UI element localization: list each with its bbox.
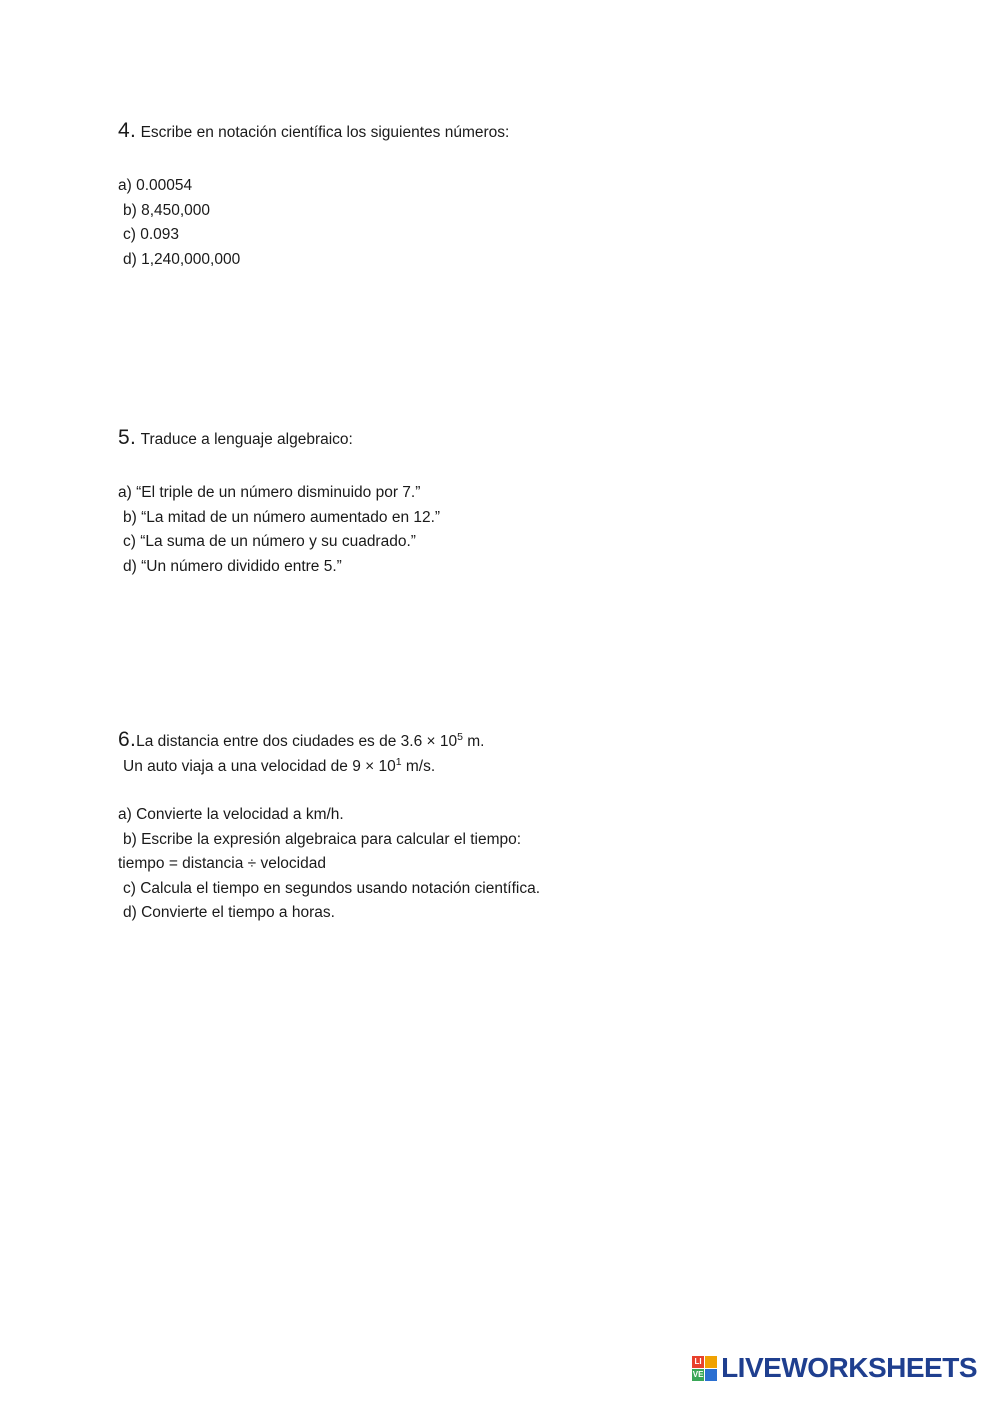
question-block-4 — [118, 118, 918, 272]
logo-cell-li: LI — [692, 1356, 704, 1368]
list-item: c) 0.093 — [123, 226, 180, 244]
question-6-items — [118, 803, 918, 926]
question-4-title: Escribe en notación científica los siguientes números: — [140, 124, 510, 141]
list-item: c) “La suma de un número y su cuadrado.” — [123, 533, 416, 551]
list-item: a) 0.00054 — [118, 177, 193, 195]
list-item: tiempo = distancia ÷ velocidad — [118, 855, 326, 872]
question-6-lead-prefix: La distancia entre dos ciudades es de 3.6 × 10 — [136, 733, 458, 750]
question-4-number: 4. — [118, 119, 137, 142]
liveworksheets-brand-text: LIVEWORKSHEETS — [721, 1352, 977, 1383]
list-item: b) 8,450,000 — [123, 201, 211, 219]
liveworksheets-mark-icon — [692, 1356, 717, 1381]
question-5-items — [118, 481, 918, 579]
question-4-heading — [118, 118, 918, 144]
list-item: a) “El triple de un número disminuido por 7.” — [118, 484, 421, 502]
list-item: d) “Un número dividido entre 5.” — [123, 557, 342, 575]
question-6-number: 6. — [118, 728, 137, 751]
question-6-lead-line-1 — [118, 728, 918, 755]
question-6-lead-suffix: m. — [462, 733, 485, 750]
logo-cell-bottom-right — [705, 1369, 717, 1381]
list-item: b) Escribe la expresión algebraica para calcular el tiempo: — [123, 830, 522, 848]
list-item: b) “La mitad de un número aumentado en 12.” — [123, 508, 441, 526]
list-item: c) Calcula el tiempo en segundos usando notación científica. — [123, 879, 541, 897]
question-5-heading — [118, 425, 918, 451]
question-4-items — [118, 174, 918, 272]
question-6-lead-exponent: 5 — [457, 730, 463, 743]
question-6-lead2-prefix: Un auto viaja a una velocidad de 9 × 10 — [123, 757, 396, 775]
question-block-5 — [118, 425, 918, 579]
list-item: a) Convierte la velocidad a km/h. — [118, 806, 344, 823]
list-item: d) 1,240,000,000 — [123, 250, 241, 268]
question-5-number: 5. — [118, 426, 137, 449]
liveworksheets-logo[interactable] — [692, 1352, 977, 1384]
logo-cell-top-right — [705, 1356, 717, 1368]
question-block-6 — [118, 728, 918, 926]
logo-cell-ve: VE — [692, 1369, 704, 1379]
question-6-lead2-exponent: 1 — [395, 755, 402, 768]
list-item: d) Convierte el tiempo a horas. — [123, 904, 335, 921]
question-6-lead2-suffix: m/s. — [401, 757, 436, 775]
question-6-lead-line-2 — [118, 755, 918, 780]
question-5-title: Traduce a lenguaje algebraico: — [140, 431, 353, 448]
